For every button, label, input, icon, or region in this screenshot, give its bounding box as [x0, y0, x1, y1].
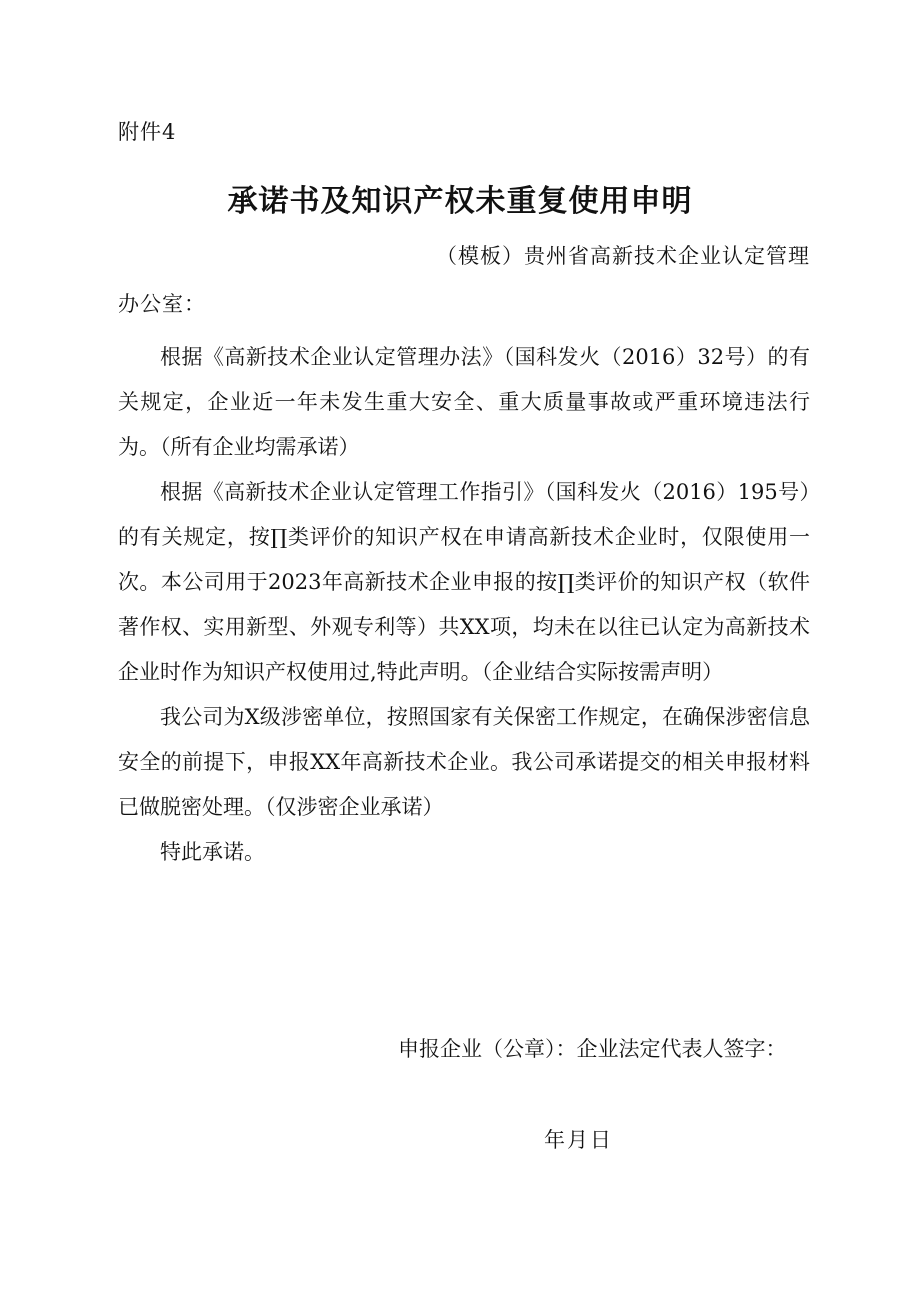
paragraph-text: 根据《高新技术企业认定管理办法》（国科发火（2016）32号）的有关规定，企业近一年未发生重大安全、重大质量事故或严重环境违法行为。 — [118, 345, 810, 459]
attachment-label: 附件4 — [118, 120, 177, 144]
addressee-line-2: 办公室： — [118, 292, 206, 316]
addressee-line-1: （模板）贵州省高新技术企业认定管理 — [436, 244, 810, 268]
paragraph-safety-commitment — [118, 335, 810, 470]
document-title: 承诺书及知识产权未重复使用申明 — [227, 184, 693, 219]
paragraph-text: 我公司为X级涉密单位，按照国家有关保密工作规定，在确保涉密信息安全的前提下，申报XX年高新技术企业。我公司承诺提交的相关申报材料已做脱密处理。（仅涉密企业承诺） — [118, 705, 810, 819]
document-body — [118, 335, 810, 875]
signature-block: 申报企业（公章）：企业法定代表人签字： — [398, 1037, 787, 1061]
paragraph-ip-declaration — [118, 470, 810, 695]
paragraph-note: （所有企业均需承诺） — [160, 435, 360, 459]
paragraph-confidentiality — [118, 695, 810, 830]
paragraph-text: 根据《高新技术企业认定管理工作指引》（国科发火（2016）195号）的有关规定，按∏类评价的知识产权在申请高新技术企业时，仅限使用一次。本公司用于2023年高新技术企业申报的按∏类评价的知识产权（软件著作权、实用新型、外观专利等）共XX项，均未在以往已认定为高新技术企业时作为知识产权使用过,特此声明。（企业结合实际按需声明） — [118, 480, 810, 684]
date-line: 年月日 — [544, 1128, 613, 1152]
paragraph-text: 特此承诺。 — [160, 840, 265, 864]
paragraph-closing — [118, 830, 810, 875]
